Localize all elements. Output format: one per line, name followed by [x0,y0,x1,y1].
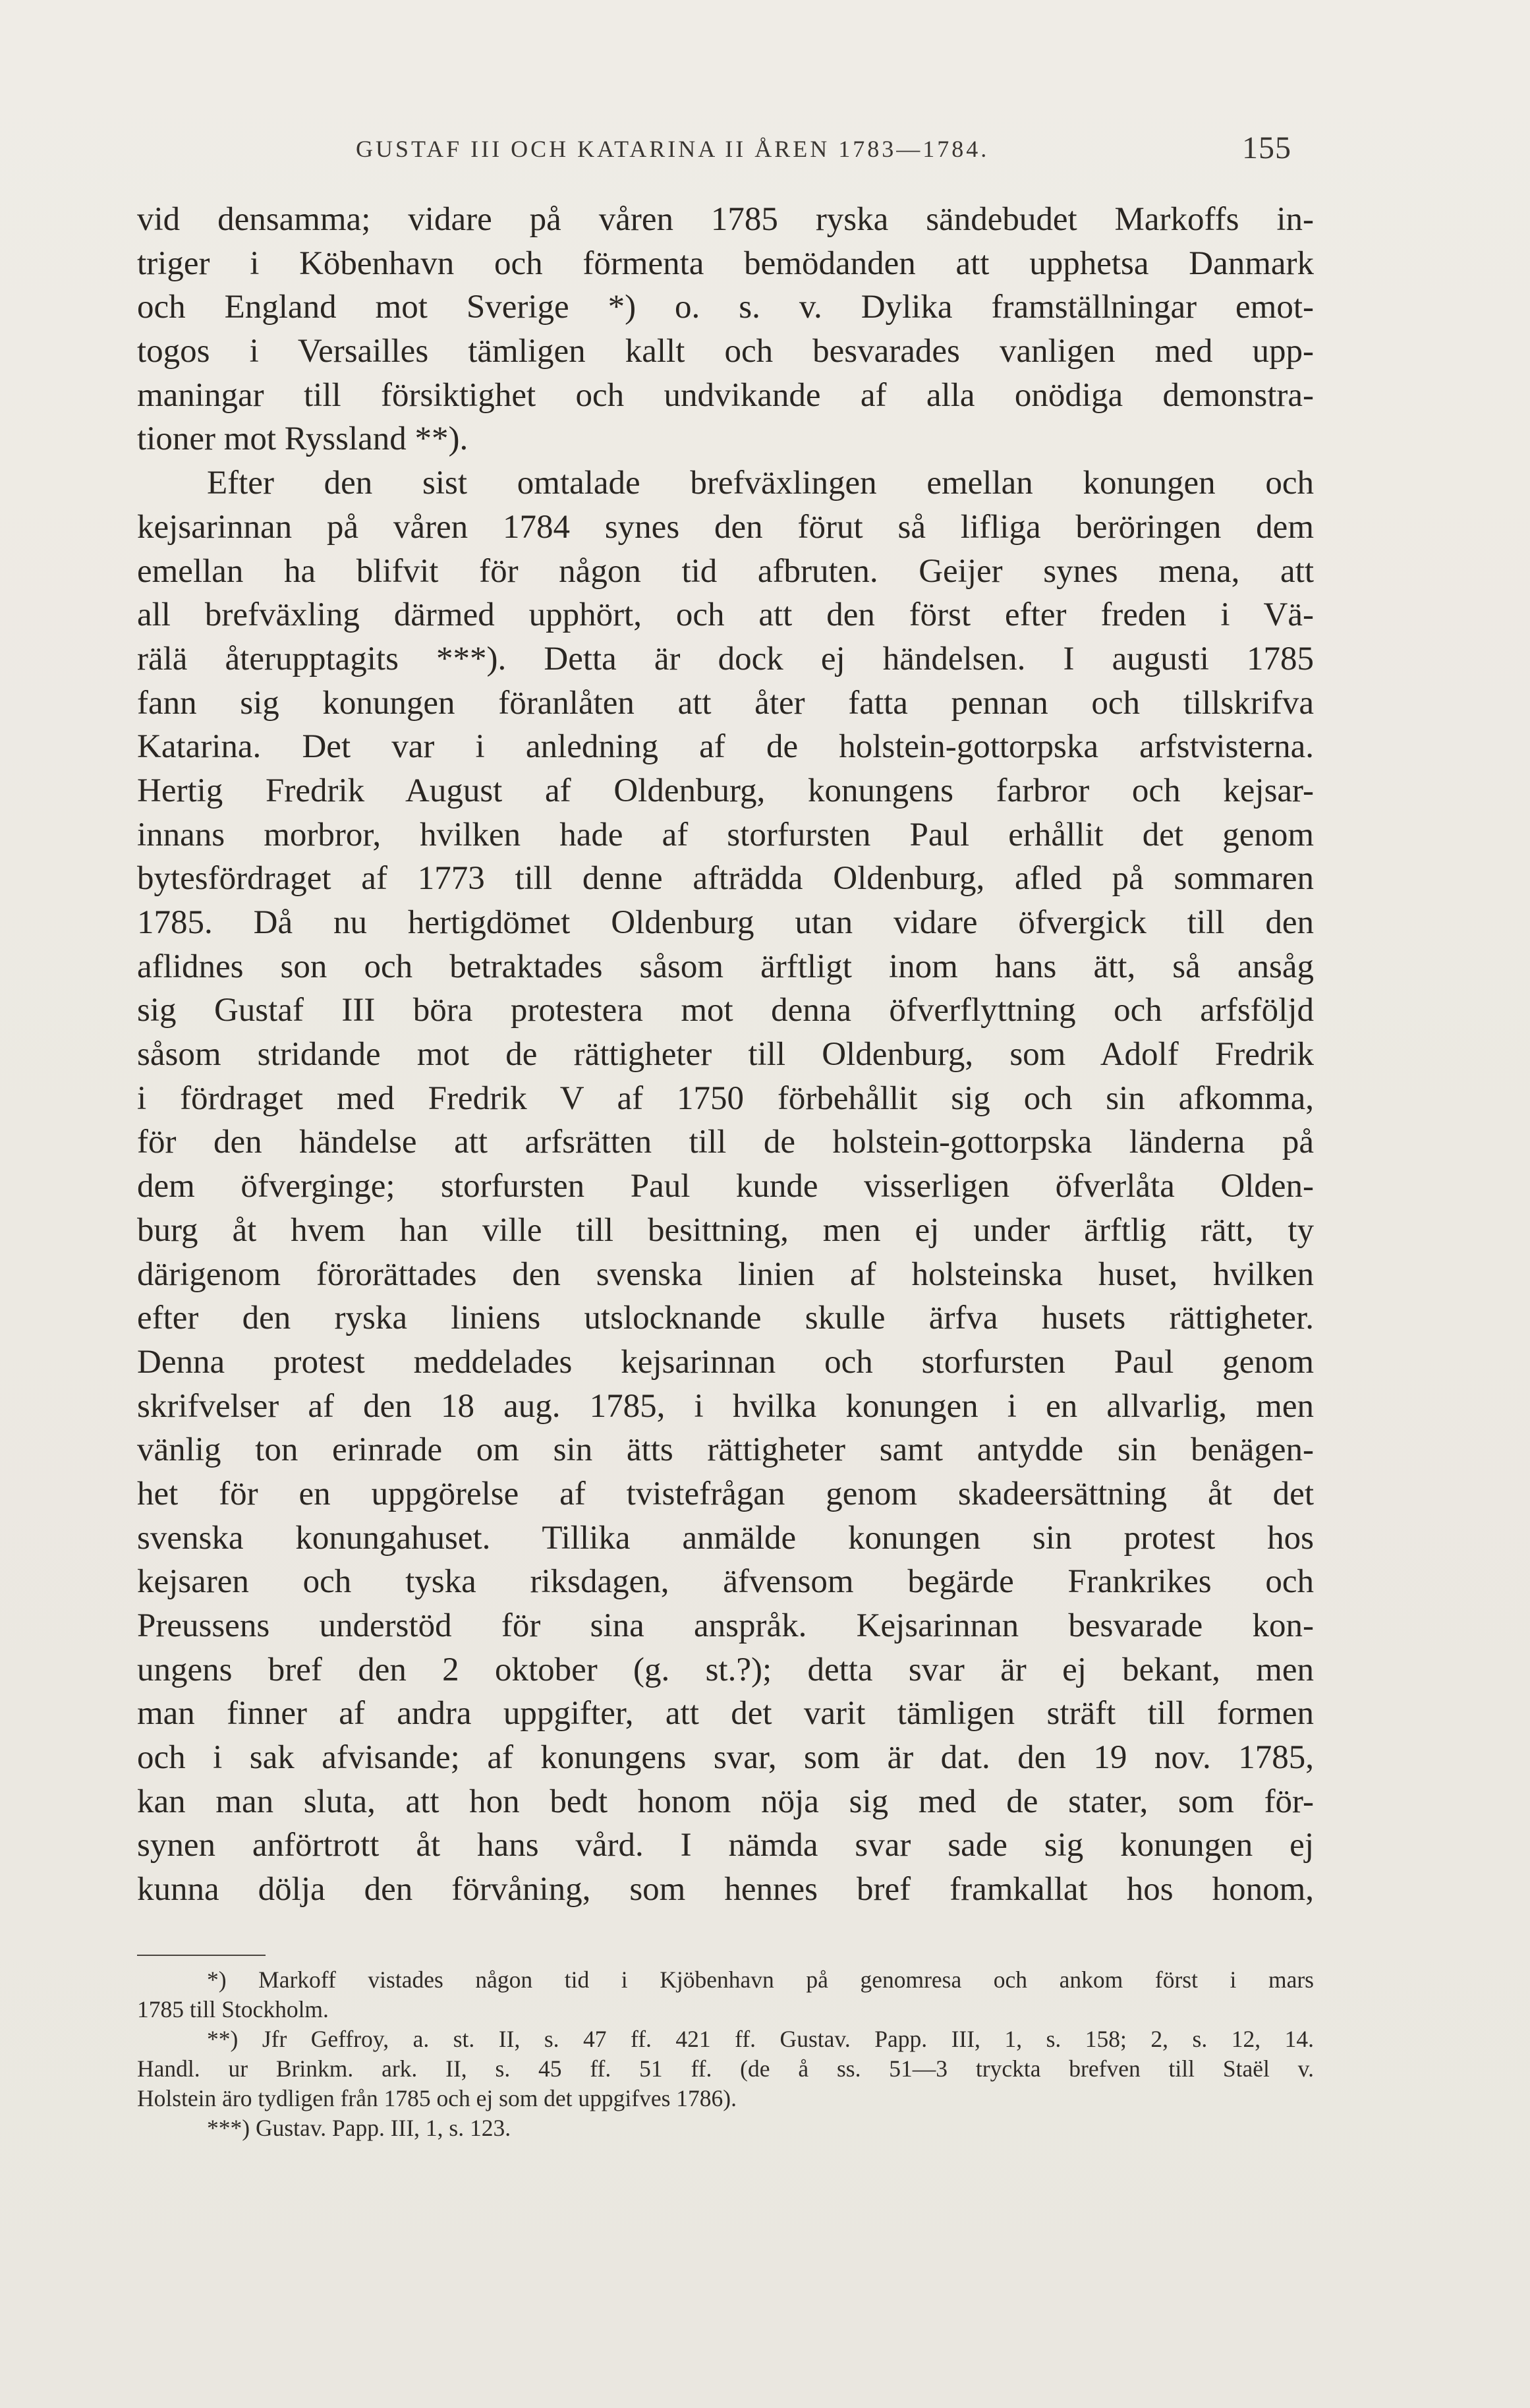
text-line: ungens bref den 2 oktober (g. st.?); detta svar är ej bekant, men [137,1651,1314,1688]
text-line: efter den ryska liniens utslocknande skulle ärfva husets rättigheter. [137,1300,1314,1337]
footnote-line: *) Markoff vistades någon tid i Kjöbenhavn på genomresa och ankom först i mars [207,1966,1314,1993]
text-line: fann sig konungen föranlåten att åter fatta pennan och tillskrifva [137,684,1314,722]
footnote-divider [137,1955,266,1956]
footnote-line: ***) Gustav. Papp. III, 1, s. 123. [207,2115,511,2141]
text-line: därigenom förorättades den svenska linien af holsteinska huset, hvilken [137,1255,1314,1293]
text-line: maningar till försiktighet och undvikande af alla onödiga demonstra- [137,376,1314,414]
text-line: togos i Versailles tämligen kallt och besvarades vanligen med upp- [137,333,1314,370]
text-line: tioner mot Ryssland **). [137,420,468,458]
text-line: triger i Köbenhavn och förmenta bemödanden att upphetsa Danmark [137,244,1314,282]
text-line: Efter den sist omtalade brefväxlingen emellan konungen och [207,465,1314,502]
text-line: synen anförtrott åt hans vård. I nämda svar sade sig konungen ej [137,1827,1314,1864]
text-line: sig Gustaf III böra protestera mot denna öfverflyttning och arfsföljd [137,992,1314,1029]
running-title: GUSTAF III OCH KATARINA II ÅREN 1783—1784. [356,136,990,162]
footnote-line: **) Jfr Geffroy, a. st. II, s. 47 ff. 421 ff. Gustav. Papp. III, 1, s. 158; 2, s. 12, 14. [207,2026,1314,2052]
page-number: 155 [1242,130,1291,165]
footnote-line: 1785 till Stockholm. [137,1996,329,2022]
text-line: dem öfverginge; storfursten Paul kunde visserligen öfverlåta Olden- [137,1168,1314,1205]
text-line: vänlig ton erinrade om sin ätts rättigheter samt antydde sin benägen- [137,1431,1314,1469]
footnote-line: Holstein äro tydligen från 1785 och ej som det uppgifves 1786). [137,2085,737,2111]
text-line: Denna protest meddelades kejsarinnan och storfursten Paul genom [137,1343,1314,1381]
text-line: bytesfördraget af 1773 till denne afträdda Oldenburg, afled på sommaren [137,860,1314,898]
text-line: skrifvelser af den 18 aug. 1785, i hvilka konungen i en allvarlig, men [137,1387,1314,1425]
text-line: vid densamma; vidare på våren 1785 ryska sändebudet Markoffs in- [137,201,1314,238]
text-line: för den händelse att arfsrätten till de holstein-gottorpska länderna på [137,1124,1314,1161]
text-line: rälä återupptagits ***). Detta är dock ej händelsen. I augusti 1785 [137,640,1314,677]
footnotes [137,1965,1314,2143]
text-line: burg åt hvem han ville till besittning, men ej under ärftlig rätt, ty [137,1211,1314,1249]
text-line: kejsaren och tyska riksdagen, äfvensom begärde Frankrikes och [137,1563,1314,1601]
page-header [356,130,1291,175]
text-line: Hertig Fredrik August af Oldenburg, konungens farbror och kejsar- [137,772,1314,809]
body-text [137,198,1314,1912]
text-line: i fördraget med Fredrik V af 1750 förbehållit sig och sin afkomma, [137,1079,1314,1117]
footnote-line: Handl. ur Brinkm. ark. II, s. 45 ff. 51 ff. (de å ss. 51—3 tryckta brefven till Staël v. [137,2055,1314,2082]
text-line: svenska konungahuset. Tillika anmälde konungen sin protest hos [137,1519,1314,1557]
text-line: emellan ha blifvit för någon tid afbruten. Geijer synes mena, att [137,552,1314,590]
text-line: innans morbror, hvilken hade af storfursten Paul erhållit det genom [137,816,1314,853]
text-line: Katarina. Det var i anledning af de holstein-gottorpska arfstvisterna. [137,728,1314,766]
text-line: 1785. Då nu hertigdömet Oldenburg utan vidare öfvergick till den [137,904,1314,941]
text-line: aflidnes son och betraktades såsom ärftligt inom hans ätt, så ansåg [137,948,1314,985]
text-line: het för en uppgörelse af tvistefrågan genom skadeersättning åt det [137,1475,1314,1512]
text-line: såsom stridande mot de rättigheter till Oldenburg, som Adolf Fredrik [137,1036,1314,1074]
text-line: man finner af andra uppgifter, att det varit tämligen sträft till formen [137,1695,1314,1733]
text-line: Preussens understöd för sina anspråk. Kejsarinnan besvarade kon- [137,1607,1314,1644]
text-line: kan man sluta, att hon bedt honom nöja sig med de stater, som för- [137,1783,1314,1820]
text-line: och i sak afvisande; af konungens svar, som är dat. den 19 nov. 1785, [137,1739,1314,1777]
text-line: all brefväxling därmed upphört, och att den först efter freden i Vä- [137,596,1314,634]
text-line: kejsarinnan på våren 1784 synes den förut så lifliga beröringen dem [137,508,1314,546]
text-line: kunna dölja den förvåning, som hennes bref framkallat hos honom, [137,1871,1314,1908]
text-line: och England mot Sverige *) o. s. v. Dylika framställningar emot- [137,289,1314,326]
